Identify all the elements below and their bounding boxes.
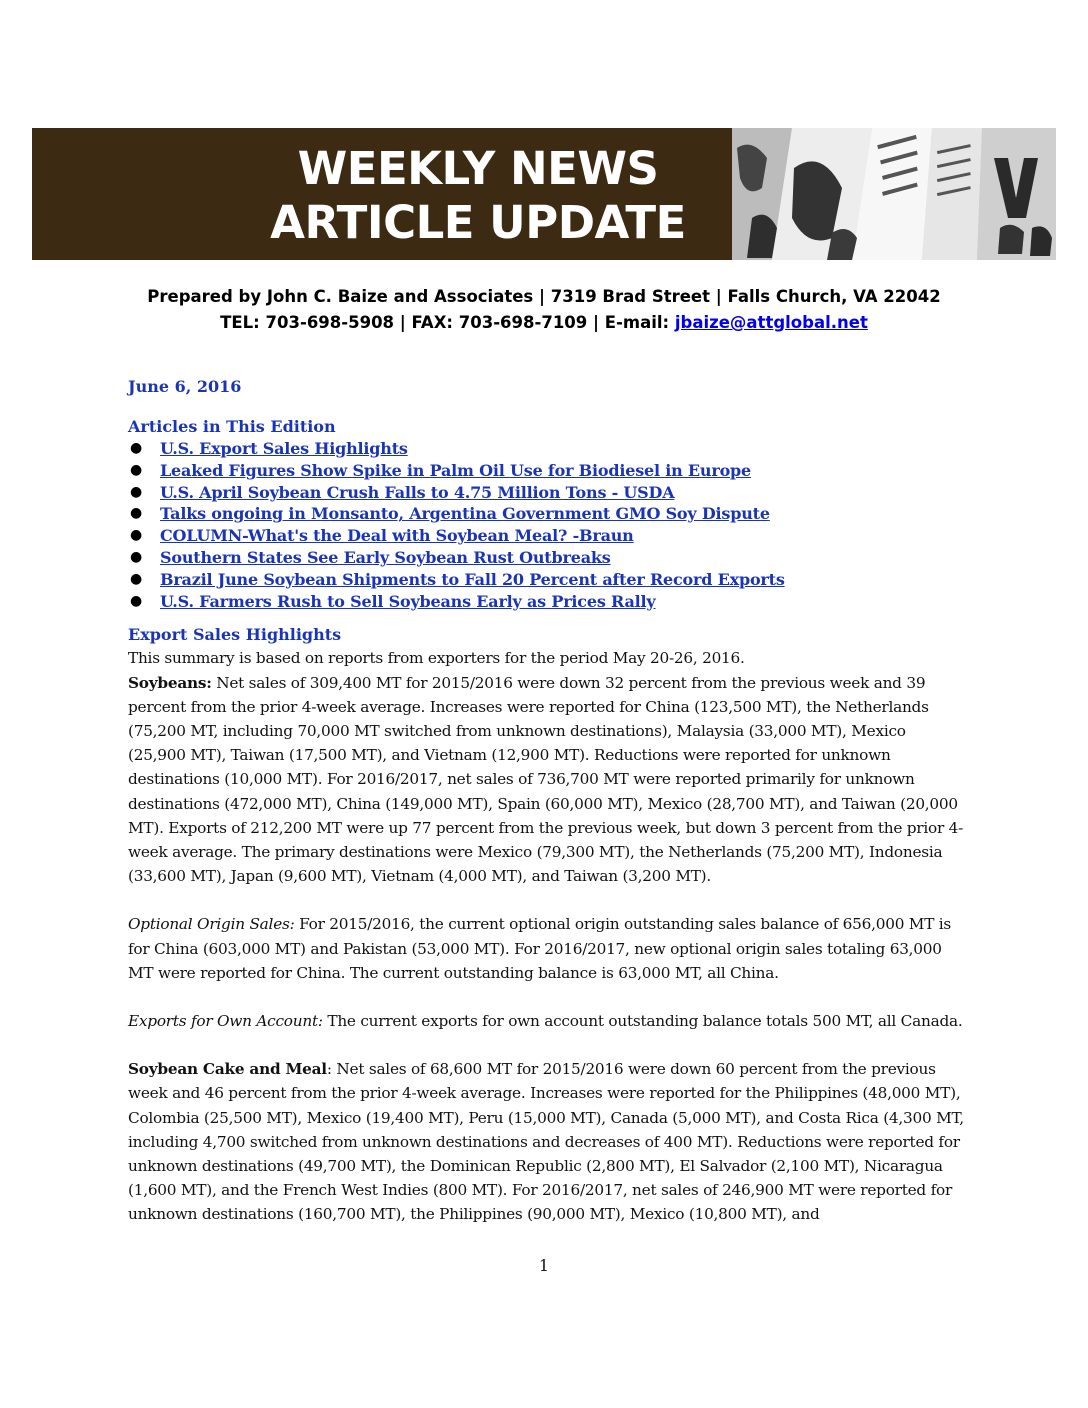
bullet-icon: ● — [130, 505, 143, 522]
contact-phone-fax: TEL: 703-698-5908 | FAX: 703-698-7109 | E-mail: — [220, 313, 675, 332]
toc-link-soybean-crush[interactable]: U.S. April Soybean Crush Falls to 4.75 Million Tons - USDA — [160, 482, 675, 502]
soybeans-paragraph — [128, 671, 964, 889]
list-item — [128, 591, 964, 613]
banner-title — [228, 142, 728, 250]
soybeans-label: Soybeans: — [128, 673, 212, 692]
toc-link-brazil-shipments[interactable]: Brazil June Soybean Shipments to Fall 20 Percent after Record Exports — [160, 569, 785, 589]
optional-origin-label: Optional Origin Sales: — [128, 915, 295, 934]
toc-link-farmers-rush[interactable]: U.S. Farmers Rush to Sell Soybeans Early as Prices Rally — [160, 591, 656, 611]
own-account-text: The current exports for own account outstanding balance totals 500 MT, all Canada. — [322, 1012, 963, 1031]
toc-link-soybean-meal-column[interactable]: COLUMN-What's the Deal with Soybean Meal? -Braun — [160, 526, 634, 546]
list-item — [128, 438, 964, 460]
soybeans-text: Net sales of 309,400 MT for 2015/2016 were down 32 percent from the previous week and 39 percent from the prior 4-week average. Increases were reported for China (123,500 MT), the Netherlands (75,200 MT, including 70,000 MT switched from unknown destinations), Malaysia (33,000 MT), Mexico (25,900 MT), Taiwan (17,500 MT), and Vietnam (12,900 MT). Reductions were reported for unknown destinations (10,000 MT). For 2016/2017, net sales of 736,700 MT were reported primarily for unknown destinations (472,000 MT), China (149,000 MT), Spain (60,000 MT), Mexico (28,700 MT), and Taiwan (20,000 MT). Exports of 212,200 MT were up 77 percent from the previous week, but down 3 percent from the prior 4-week average. The primary destinations were Mexico (79,300 MT), the Netherlands (75,200 MT), Indonesia (33,600 MT), Japan (9,600 MT), Vietnam (4,000 MT), and Taiwan (3,200 MT). — [128, 673, 964, 886]
banner-title-line2: ARTICLE UPDATE — [270, 196, 686, 249]
edition-date: June 6, 2016 — [128, 377, 242, 396]
toc-link-monsanto[interactable]: Talks ongoing in Monsanto, Argentina Government GMO Soy Dispute — [160, 504, 770, 524]
bullet-icon: ● — [130, 440, 143, 456]
page-number: 1 — [538, 1256, 550, 1275]
toc-heading: Articles in This Edition — [128, 417, 336, 436]
own-account-label: Exports for Own Account: — [128, 1012, 323, 1031]
list-item — [128, 569, 964, 591]
newspaper-collage-icon — [732, 128, 1056, 260]
own-account-paragraph — [128, 1009, 964, 1033]
list-item — [128, 482, 964, 504]
toc-link-palm-oil[interactable]: Leaked Figures Show Spike in Palm Oil Use for Biodiesel in Europe — [160, 460, 752, 480]
newspaper-photo — [732, 128, 1056, 260]
bullet-icon: ● — [130, 592, 143, 609]
toc-link-export-sales[interactable]: U.S. Export Sales Highlights — [160, 439, 408, 458]
bullet-icon: ● — [130, 570, 143, 587]
optional-origin-paragraph — [128, 912, 964, 985]
contact-line-address: Prepared by John C. Baize and Associates | 7319 Brad Street | Falls Church, VA 22042 — [147, 287, 941, 306]
soybean-meal-text: : Net sales of 68,600 MT for 2015/2016 were down 60 percent from the previous week and 46 percent from the prior 4-week average. Increases were reported for the Philippines (48,000 MT), Colombia (25,500 MT), Mexico (19,400 MT), Peru (15,000 MT), Canada (5,000 MT), and Costa Rica (4,300 MT, including 4,700 switched from unknown destinations and decreases of 400 MT). Reductions were reported for unknown destinations (49,700 MT), the Dominican Republic (2,800 MT), El Salvador (2,100 MT), Nicaragua (1,600 MT), and the French West Indies (800 MT). For 2016/2017, net sales of 246,900 MT were reported for unknown destinations (160,700 MT), the Philippines (90,000 MT), Mexico (10,800 MT), and — [128, 1060, 964, 1224]
list-item — [128, 547, 964, 569]
soybean-meal-paragraph — [128, 1057, 964, 1226]
toc-list — [128, 438, 964, 612]
article-content — [128, 376, 964, 1227]
bullet-icon: ● — [130, 461, 143, 478]
optional-origin-text: For 2015/2016, the current optional origin outstanding sales balance of 656,000 MT is for China (603,000 MT) and Pakistan (53,000 MT). For 2016/2017, new optional origin sales totaling 63,000 MT were reported for China. The current outstanding balance is 63,000 MT, all China. — [128, 915, 952, 982]
list-item — [128, 525, 964, 547]
export-sales-summary: This summary is based on reports from exporters for the period May 20-26, 2016. — [128, 649, 745, 668]
soybean-meal-label: Soybean Cake and Meal — [128, 1060, 327, 1079]
banner-title-line1: WEEKLY NEWS — [297, 142, 659, 195]
list-item — [128, 460, 964, 482]
bullet-icon: ● — [130, 527, 143, 544]
bullet-icon: ● — [130, 548, 143, 565]
bullet-icon: ● — [130, 483, 143, 500]
toc-link-soybean-rust[interactable]: Southern States See Early Soybean Rust Outbreaks — [160, 547, 611, 567]
header-banner — [32, 128, 1056, 260]
list-item — [128, 503, 964, 525]
email-link[interactable]: jbaize@attglobal.net — [674, 313, 868, 332]
contact-line-phone — [0, 313, 1088, 332]
export-sales-heading: Export Sales Highlights — [128, 625, 342, 645]
